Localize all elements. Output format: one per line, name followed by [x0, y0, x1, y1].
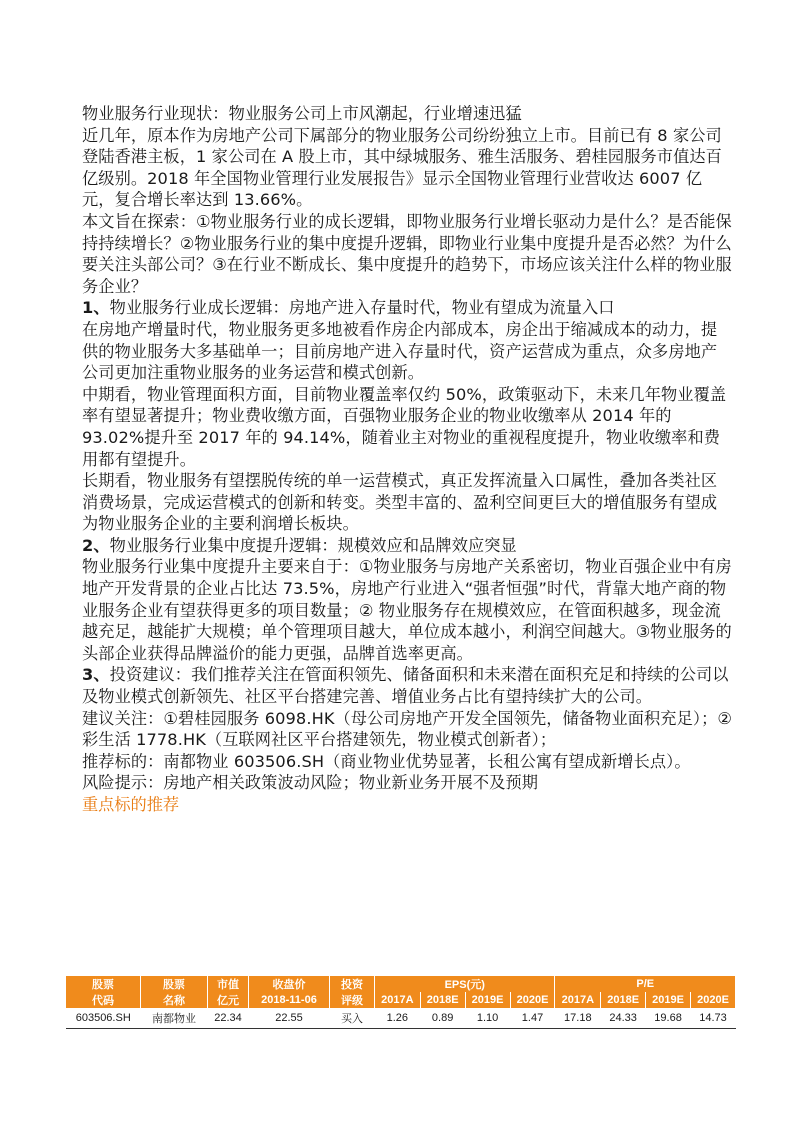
recommend-title: 重点标的推荐: [82, 795, 180, 814]
th-eps-2017: 2017A: [375, 992, 421, 1008]
table-header-row-1: [66, 976, 736, 992]
section-heading-1: 1、物业服务行业成长逻辑：房地产进入存量时代，物业有望成为流量入口: [82, 298, 615, 318]
th-pe-2018: 2018E: [601, 992, 646, 1008]
th-mcap: 亿元: [208, 992, 249, 1008]
th-pe-2020: 2020E: [691, 992, 736, 1008]
cell-mcap: 22.34: [208, 1008, 249, 1029]
section-heading-2-number: 2、: [82, 535, 110, 555]
th-price-top: 收盘价: [249, 976, 330, 992]
th-code: 代码: [66, 992, 141, 1008]
cell-eps-2018: 0.89: [420, 1008, 465, 1029]
cell-pe-2019: 19.68: [646, 1008, 691, 1029]
section-heading-3: 3、投资建议：我们推荐关注在管面积领先、储备面积和未来潜在面积充足和持续的公司以及物业模式创新领先、社区平台搭建完善、增值业务占比有望持续扩大的公司。: [82, 665, 729, 707]
para-11: 推荐标的：南都物业 603506.SH（商业物业优势显著，长租公寓有望成新增长点）。: [82, 751, 691, 771]
section-heading-1-number: 1、: [82, 298, 110, 318]
th-rating-top: 投资: [330, 976, 375, 992]
para-6: 长期看，物业服务有望摆脱传统的单一运营模式，真正发挥流量入口属性，叠加各类社区消费场景，完成运营模式的创新和转变。类型丰富的、盈利空间更巨大的增值服务有望成为物业服务企业的主要利润增长板块。: [82, 471, 718, 534]
cell-code: 603506.SH: [66, 1008, 141, 1029]
para-0: 物业服务行业现状：物业服务公司上市风潮起，行业增速迅猛: [82, 104, 522, 123]
cell-eps-2019: 1.10: [465, 1008, 510, 1029]
para-10: 建议关注：①碧桂园服务 6098.HK（母公司房地产开发全国领先，储备物业面积充足）；②彩生活 1778.HK（互联网社区平台搭建领先，物业模式创新者）；: [82, 708, 732, 750]
para-12: 风险提示：房地产相关政策波动风险；物业新业务开展不及预期: [82, 773, 539, 793]
cell-rating: 买入: [330, 1008, 375, 1029]
cell-name: 南都物业: [141, 1008, 208, 1029]
th-name: 名称: [141, 992, 208, 1008]
para-8: 物业服务行业集中度提升主要来自于：①物业服务与房地产关系密切，物业百强企业中有房地产开发背景的企业占比达 73.5%，房地产行业进入“强者恒强”时代，背靠大地产商的物业服务企业有望获得更多的项目数量；② 物业服务存在规模效应，在管面积越多，现金流越充足，越能扩大规模；单个管理项目越大，单位成本越小，利润空间越大。③物业服务的头部企业获得品牌溢价的能力更强，品牌首选率更高。: [82, 557, 732, 663]
th-eps-2020: 2020E: [510, 992, 555, 1008]
cell-pe-2020: 14.73: [691, 1008, 736, 1029]
table-header-row-2: [66, 992, 736, 1008]
th-eps: EPS(元): [375, 976, 555, 992]
th-rating: 评级: [330, 992, 375, 1008]
cell-pe-2017: 17.18: [555, 1008, 601, 1029]
document-body: [82, 103, 732, 816]
para-4: 在房地产增量时代，物业服务更多地被看作房企内部成本，房企出于缩减成本的动力，提供的物业服务大多基础单一；目前房地产进入存量时代，资产运营成为重点，众多房地产公司更加注重物业服务的业务运营和模式创新。: [82, 319, 718, 383]
th-name-top: 股票: [141, 976, 208, 992]
th-pe-2019: 2019E: [646, 992, 691, 1008]
para-1: 近几年，原本作为房地产公司下属部分的物业服务公司纷纷独立上市。目前已有 8 家公司登陆香港主板，1 家公司在 A 股上市，其中绿城服务、雅生活服务、碧桂园服务市值达百亿级别。2018 年全国物业管理行业发展报告》显示全国物业管理行业营收达 6007 亿元，复合增长率达到 13.66%。: [82, 125, 722, 210]
th-pe: P/E: [555, 976, 736, 992]
section-heading-3-number: 3、: [82, 665, 110, 685]
table-row: [66, 1008, 736, 1029]
cell-eps-2017: 1.26: [375, 1008, 421, 1029]
para-5: 中期看，物业管理面积方面，目前物业覆盖率仅约 50%，政策驱动下，未来几年物业覆盖率有望显著提升；物业费收缴方面，百强物业服务企业的物业收缴率从 2014 年的 93.02%提升至 2017 年的 94.14%，随着业主对物业的重视程度提升，物业收缴率和费用都有望提升。: [82, 384, 727, 469]
th-pe-2017: 2017A: [555, 992, 601, 1008]
th-code-top: 股票: [66, 976, 141, 992]
para-2: 本文旨在探索：①物业服务行业的成长逻辑，即物业服务行业增长驱动力是什么？是否能保持持续增长？②物业服务行业的集中度提升逻辑，即物业行业集中度提升是否必然？为什么要关注头部公司？③在行业不断成长、集中度提升的趋势下，市场应该关注什么样的物业服务企业？: [82, 211, 732, 296]
section-heading-2: 2、物业服务行业集中度提升逻辑：规模效应和品牌效应突显: [82, 535, 517, 555]
th-mcap-top: 市值: [208, 976, 249, 992]
th-eps-2019: 2019E: [465, 992, 510, 1008]
cell-eps-2020: 1.47: [510, 1008, 555, 1029]
th-eps-2018: 2018E: [420, 992, 465, 1008]
recommend-table: [66, 976, 736, 1029]
cell-price: 22.55: [249, 1008, 330, 1029]
cell-pe-2018: 24.33: [601, 1008, 646, 1029]
th-price: 2018-11-06: [249, 992, 330, 1008]
